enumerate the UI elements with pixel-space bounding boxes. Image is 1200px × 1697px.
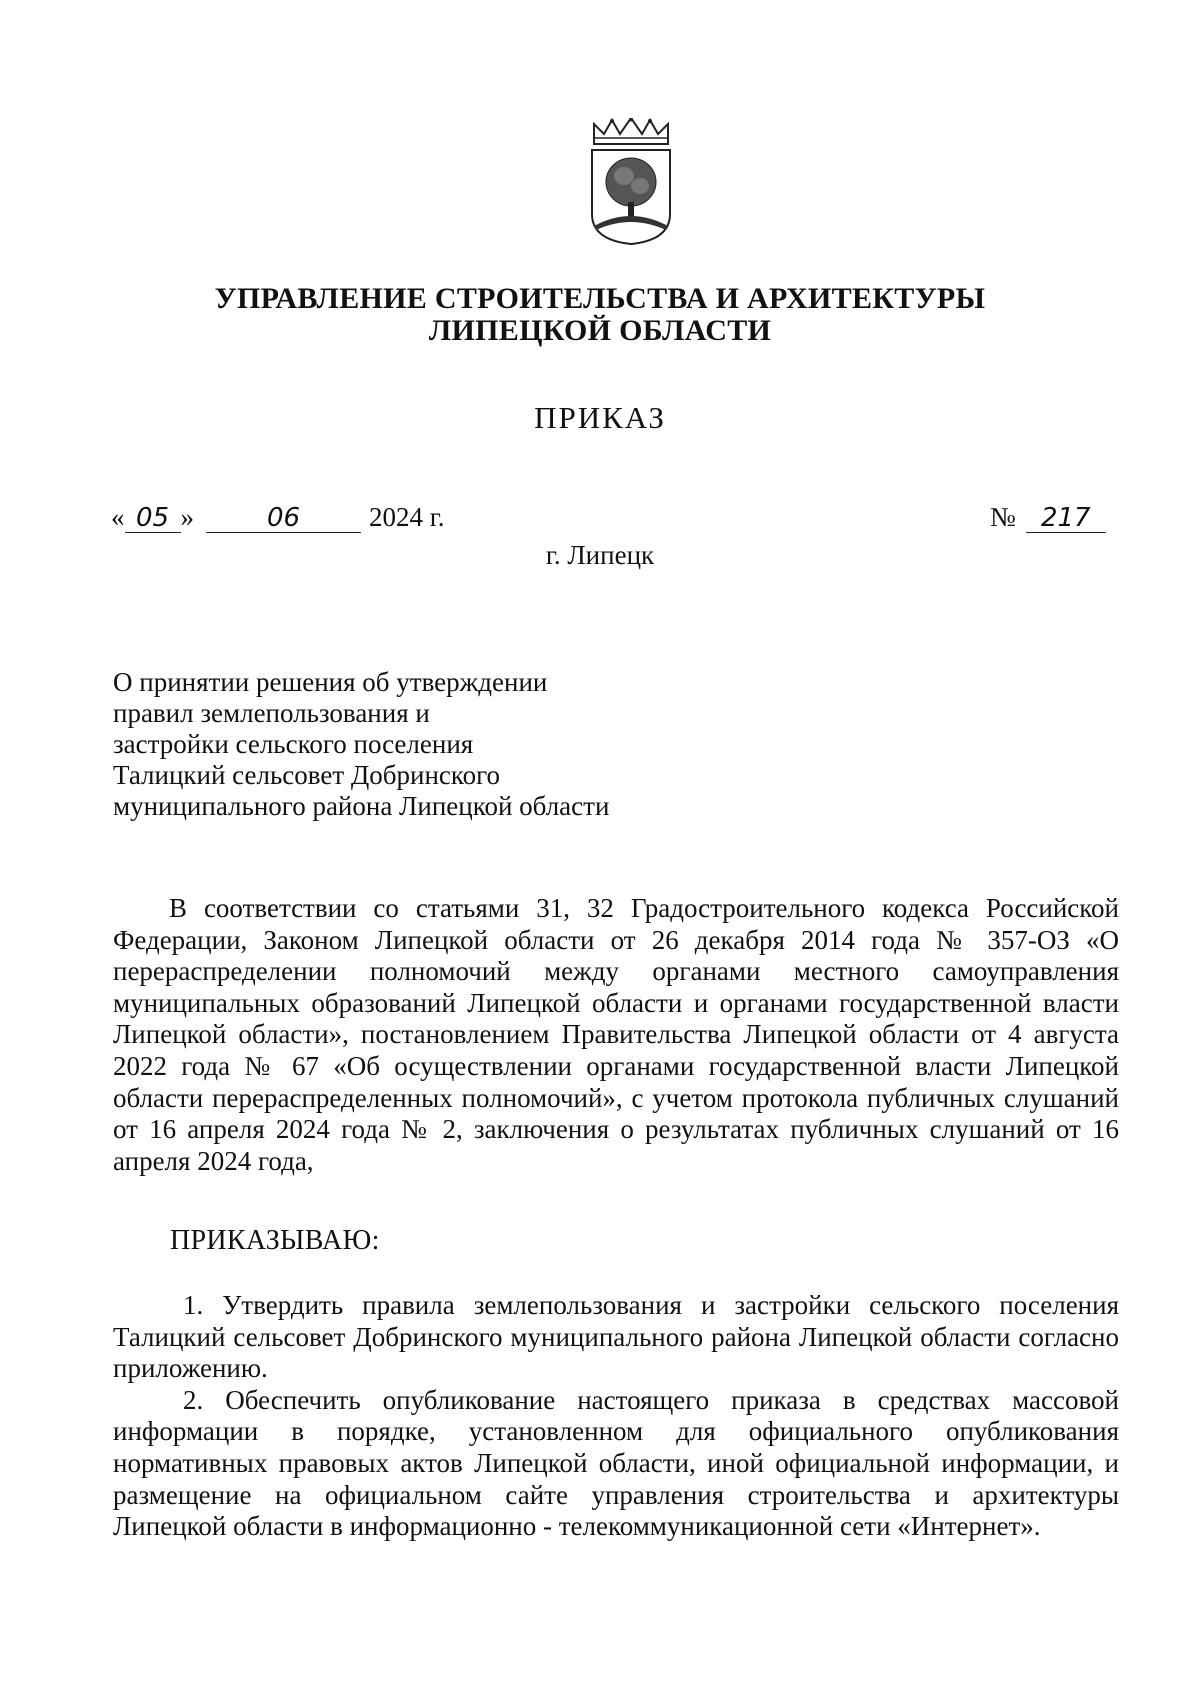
date-month-handwritten: 06 [206, 504, 361, 533]
subject-line: муниципального района Липецкой области [113, 791, 610, 821]
organization-name-line-1: УПРАВЛЕНИЕ СТРОИТЕЛЬСТВА И АРХИТЕКТУРЫ [214, 282, 986, 315]
subject-line: Талицкий сельсовет Добринского [113, 760, 501, 790]
document-type: ПРИКАЗ [534, 400, 666, 435]
date-close-quote: » [180, 502, 194, 532]
date-day-handwritten: 05 [125, 504, 181, 533]
document-number [990, 502, 1120, 538]
document-date [111, 502, 611, 538]
order-item: 1. Утвердить правила землепользования и застройки сельского поселения Талицкий сельсовет Добринского муниципального района Липецкой области согласно приложению. [113, 1290, 1119, 1384]
date-open-quote: « [111, 502, 125, 532]
lipetsk-coat-of-arms-icon [586, 118, 676, 246]
subject-line: правил землепользования и [113, 698, 430, 728]
document-city: г. Липецк [545, 540, 655, 570]
subject-line: О принятии решения об утверждении [113, 667, 548, 697]
organization-name-line-2: ЛИПЕЦКОЙ ОБЛАСТИ [428, 314, 772, 347]
order-word: ПРИКАЗЫВАЮ: [170, 1225, 380, 1256]
subject-line: застройки сельского поселения [113, 729, 474, 759]
date-year: 2024 г. [369, 502, 445, 532]
preamble-paragraph: В соответствии со статьями 31, 32 Градостроительного кодекса Российской Федерации, Законом Липецкой области от 26 декабря 2014 года № 357-ОЗ «О перераспределении полномочий между органами местного самоуправления муниципальных образований Липецкой области и органами государственной власти Липецкой области», постановлением Правительства Липецкой области от 4 августа 2022 года № 67 «Об осуществлении органами государственной власти Липецкой области перераспределенных полномочий», с учетом протокола публичных слушаний от 16 апреля 2024 года № 2, заключения о результатах публичных слушаний от 16 апреля 2024 года, [113, 893, 1119, 1176]
order-item: 2. Обеспечить опубликование настоящего приказа в средствах массовой информации в порядке, установленном для официального опубликования нормативных правовых актов Липецкой области, иной официальной информации, и размещение на официальном сайте управления строительства и архитектуры Липецкой области в информационно - телекоммуникационной сети «Интернет». [113, 1384, 1119, 1542]
number-sign: № [990, 502, 1016, 532]
number-handwritten: 217 [1026, 504, 1106, 533]
document-subject [113, 667, 713, 822]
order-items [113, 1290, 1119, 1543]
